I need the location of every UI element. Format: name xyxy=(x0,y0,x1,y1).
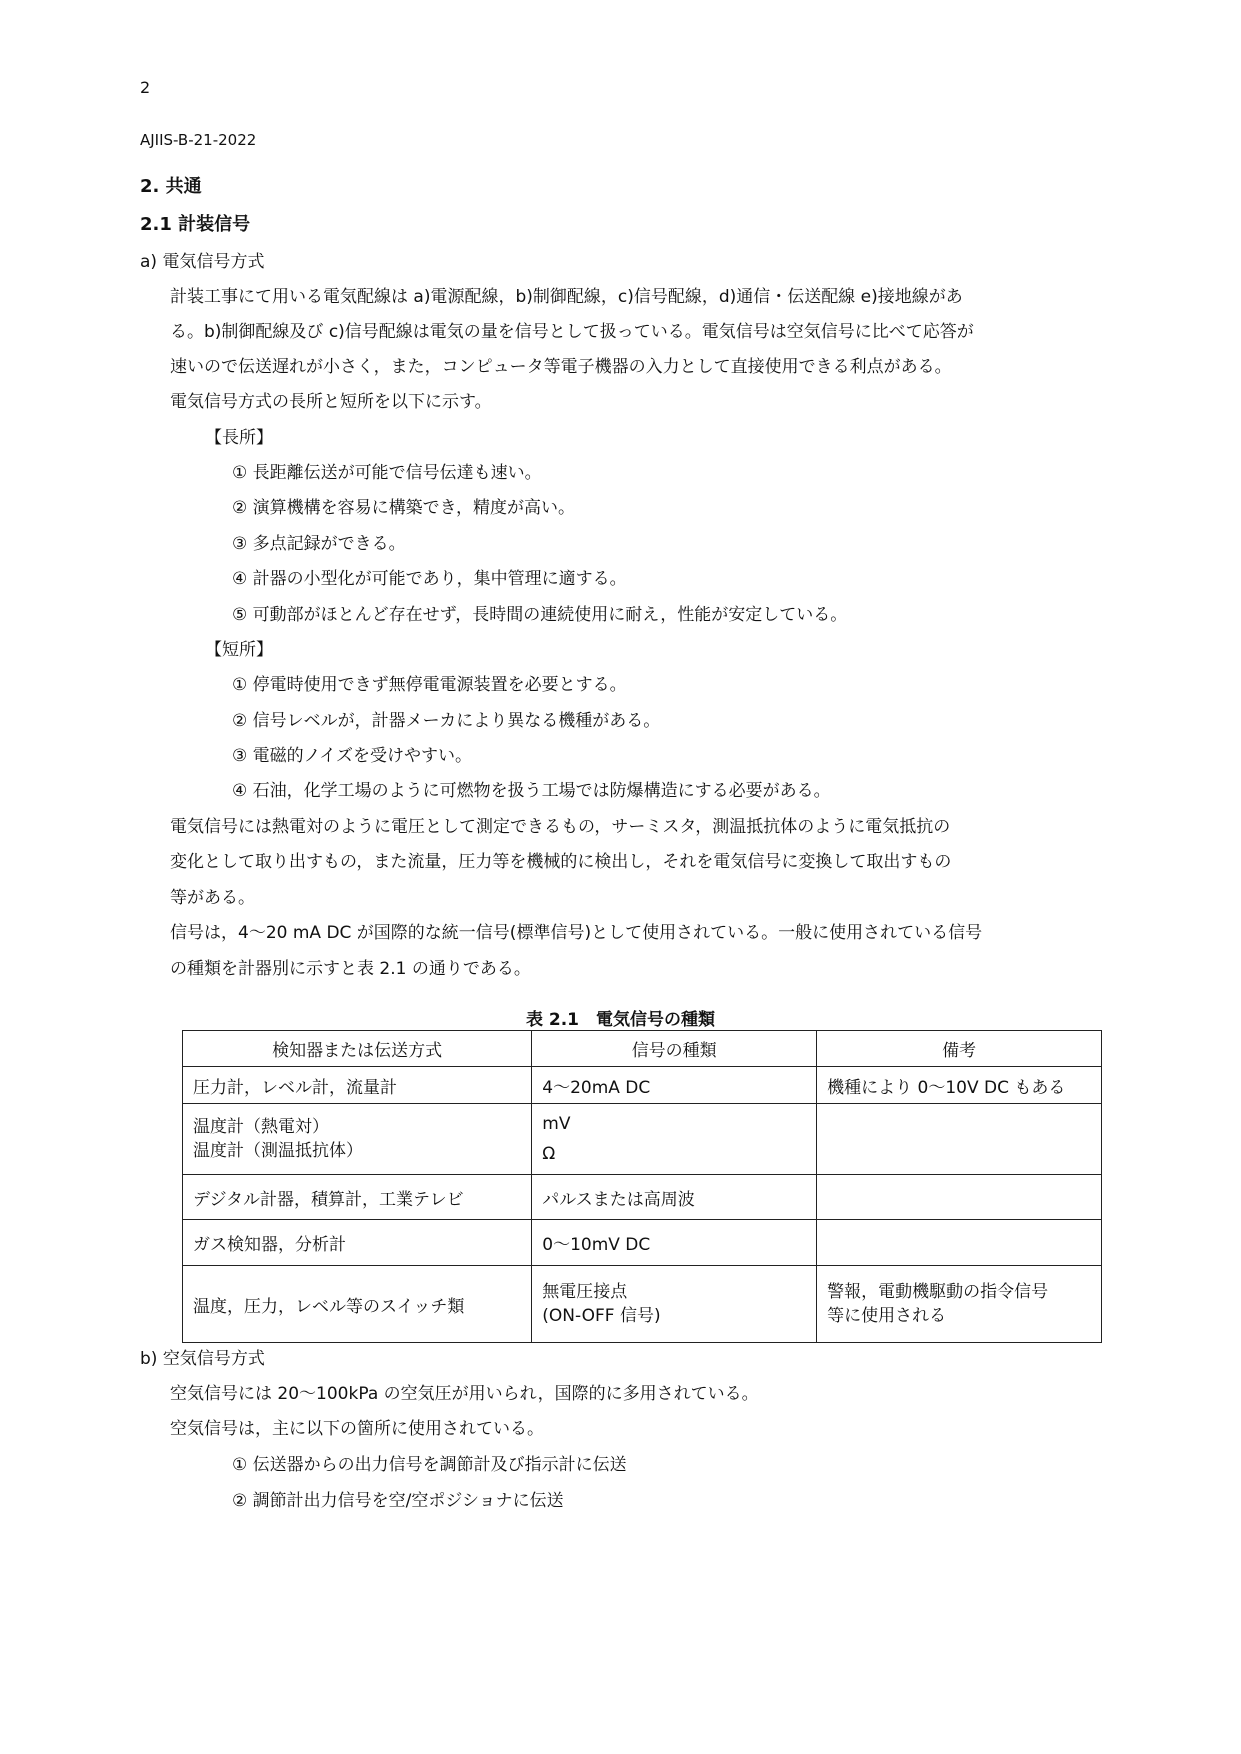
intro-line: 電気信号方式の長所と短所を以下に示す。 xyxy=(170,392,492,412)
cons-item: ② 信号レベルが，計器メーカにより異なる機種がある。 xyxy=(232,711,661,731)
body-line: の種類を計器別に示すと表 2.1 の通りである。 xyxy=(170,959,531,979)
pros-item: ⑤ 可動部がほとんど存在せず，長時間の連続使用に耐え，性能が安定している。 xyxy=(232,605,848,625)
cell-text: mV xyxy=(542,1114,571,1134)
table-header-cell: 備考 xyxy=(817,1031,1102,1067)
cell-text: Ω xyxy=(542,1144,556,1164)
signal-types-table xyxy=(182,1030,1102,1343)
table-row xyxy=(183,1175,1102,1220)
table-cell xyxy=(183,1104,532,1175)
table-cell xyxy=(817,1175,1102,1220)
table-cell xyxy=(183,1220,532,1266)
document-id: AJIIS-B-21-2022 xyxy=(140,131,257,149)
cons-item: ④ 石油，化学工場のように可燃物を扱う工場では防爆構造にする必要がある。 xyxy=(232,781,831,801)
section-heading: 2. 共通 xyxy=(140,176,202,197)
intro-line: る。b)制御配線及び c)信号配線は電気の量を信号として扱っている。電気信号は空気信号に比べて応答が xyxy=(170,322,974,342)
cell-text: (ON-OFF 信号) xyxy=(542,1306,661,1326)
table-row xyxy=(183,1104,1102,1175)
cell-text: 温度計（測温抵抗体） xyxy=(193,1141,363,1161)
cell-text: パルスまたは高周波 xyxy=(542,1189,695,1210)
body-line: 信号は，4～20 mA DC が国際的な統一信号(標準信号)として使用されている。一般に使用されている信号 xyxy=(170,923,983,943)
cell-text: 4～20mA DC xyxy=(542,1077,651,1098)
table-cell xyxy=(532,1266,817,1343)
cell-text: ガス検知器，分析計 xyxy=(193,1235,346,1255)
section-b-title: b) 空気信号方式 xyxy=(140,1349,265,1369)
cell-text: 圧力計，レベル計，流量計 xyxy=(193,1077,397,1098)
table-header-row xyxy=(183,1031,1102,1067)
table-header-cell: 検知器または伝送方式 xyxy=(183,1031,532,1067)
pros-item: ② 演算機構を容易に構築でき，精度が高い。 xyxy=(232,498,575,518)
table-cell xyxy=(532,1175,817,1220)
pros-item: ④ 計器の小型化が可能であり，集中管理に適する。 xyxy=(232,569,627,589)
body-line: 変化として取り出すもの，また流量，圧力等を機械的に検出し，それを電気信号に変換して取出すもの xyxy=(170,852,952,872)
cell-text: デジタル計器，積算計，工業テレビ xyxy=(193,1189,464,1210)
section-b-line: 空気信号は，主に以下の箇所に使用されている。 xyxy=(170,1419,544,1439)
table-cell xyxy=(183,1175,532,1220)
cell-text: 0～10mV DC xyxy=(542,1235,651,1255)
cell-text: 無電圧接点 xyxy=(542,1282,628,1302)
section-a-title: a) 電気信号方式 xyxy=(140,252,265,272)
pros-label: 【長所】 xyxy=(205,428,273,448)
intro-line: 計装工事にて用いる電気配線は a)電源配線，b)制御配線，c)信号配線，d)通信・伝送配線 e)接地線があ xyxy=(170,287,963,307)
table-cell xyxy=(532,1104,817,1175)
cell-text: 警報，電動機駆動の指令信号 xyxy=(827,1282,1049,1302)
table-cell xyxy=(532,1067,817,1104)
table-row xyxy=(183,1067,1102,1104)
table-row xyxy=(183,1220,1102,1266)
cell-text: 温度計（熱電対） xyxy=(193,1117,329,1137)
intro-line: 速いので伝送遅れが小さく，また，コンピュータ等電子機器の入力として直接使用できる利点がある。 xyxy=(170,357,952,377)
table-header-cell: 信号の種類 xyxy=(532,1031,817,1067)
table-cell xyxy=(183,1067,532,1104)
section-b-item: ② 調節計出力信号を空/空ポジショナに伝送 xyxy=(232,1491,564,1511)
page-number: 2 xyxy=(140,78,151,97)
cons-item: ③ 電磁的ノイズを受けやすい。 xyxy=(232,746,472,766)
table-row xyxy=(183,1266,1102,1343)
table-cell xyxy=(817,1266,1102,1343)
table-cell xyxy=(817,1067,1102,1104)
pros-item: ③ 多点記録ができる。 xyxy=(232,534,406,554)
table-cell xyxy=(532,1220,817,1266)
cons-label: 【短所】 xyxy=(205,640,273,660)
table-cell xyxy=(817,1104,1102,1175)
subsection-heading: 2.1 計装信号 xyxy=(140,214,251,235)
cell-text: 等に使用される xyxy=(827,1306,947,1326)
body-line: 電気信号には熱電対のように電圧として測定できるもの，サーミスタ，測温抵抗体のように電気抵抗の xyxy=(170,817,951,837)
table-cell xyxy=(817,1220,1102,1266)
cell-text: 機種により 0～10V DC もある xyxy=(827,1077,1066,1098)
section-b-item: ① 伝送器からの出力信号を調節計及び指示計に伝送 xyxy=(232,1455,627,1475)
table-caption: 表 2.1 電気信号の種類 xyxy=(525,1010,716,1030)
pros-item: ① 長距離伝送が可能で信号伝達も速い。 xyxy=(232,463,542,483)
cell-text: 温度，圧力，レベル等のスイッチ類 xyxy=(193,1296,465,1317)
cons-item: ① 停電時使用できず無停電電源装置を必要とする。 xyxy=(232,675,627,695)
table-cell xyxy=(183,1266,532,1343)
body-line: 等がある。 xyxy=(170,888,255,908)
section-b-line: 空気信号には 20～100kPa の空気圧が用いられ，国際的に多用されている。 xyxy=(170,1384,759,1404)
